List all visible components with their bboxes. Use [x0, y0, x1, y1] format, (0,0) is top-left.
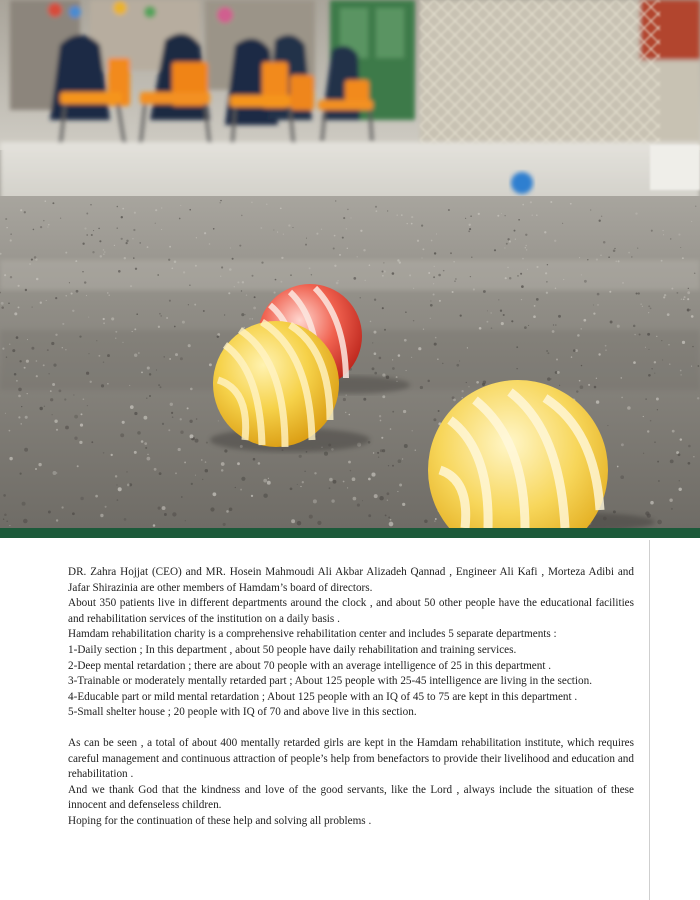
- paragraph-departments-intro: Hamdam rehabilitation charity is a comprehensive rehabilitation center and includes 5 separate departments :: [68, 628, 557, 641]
- paragraph-thanks: And we thank God that the kindness and love of the good servants, like the Lord , always include the situation of these innocent and defenseless children.: [68, 783, 634, 812]
- paragraph-hope: Hoping for the continuation of these help and solving all problems .: [68, 814, 372, 827]
- list-item-deep-retardation: 2-Deep mental retardation ; there are about 70 people with an average intelligence of 25 in this department .: [68, 659, 552, 672]
- margin-rule: [649, 540, 650, 900]
- paragraph-board: DR. Zahra Hojjat (CEO) and MR. Hosein Mahmoudi Ali Akbar Alizadeh Qannad , Engineer Ali Kafi , Morteza Adibi and Jafar Shirazinia are other members of Hamdam’s board of directors.: [68, 566, 634, 594]
- list-item-educable: 4-Educable part or mild mental retardation ; About 125 people with an IQ of 45 to 75 are kept in this department .: [68, 690, 578, 703]
- paragraph-gap: [68, 721, 634, 736]
- list-item-daily-section: 1-Daily section ; In this department , about 50 people have daily rehabilitation and training services.: [68, 643, 517, 656]
- paragraph-patients: About 350 patients live in different departments around the clock , and about 50 other people have the educational facilities and rehabilitation services of the institution on a daily basis .: [68, 597, 634, 625]
- article-body: [68, 565, 634, 830]
- yellow-ball: [213, 321, 339, 447]
- list-item-shelter-house: 5-Small shelter house ; 20 people with IQ of 70 and above live in this section.: [68, 706, 417, 719]
- green-divider-band: [0, 528, 700, 538]
- paragraph-summary: As can be seen , a total of about 400 mentally retarded girls are kept in the Hamdam rehabilitation institute, which requires careful management and continuous attraction of people’s help from benefactors to provide their livelihood and education and rehabilitation .: [68, 736, 634, 781]
- list-item-trainable: 3-Trainable or moderately mentally retarded part ; About 125 people with 25-45 intelligence are living in the section.: [68, 675, 593, 688]
